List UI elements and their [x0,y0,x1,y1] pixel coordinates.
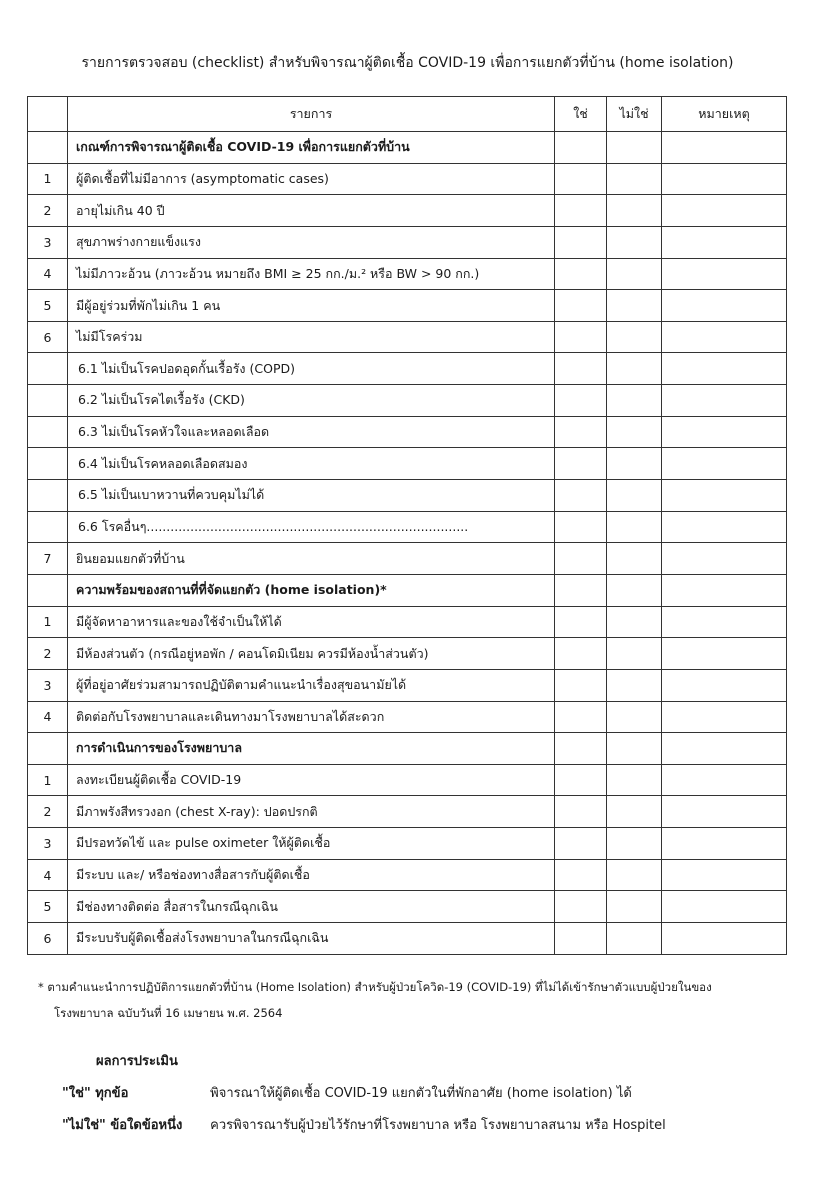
result-row-no [62,1114,666,1135]
check-no-cell[interactable] [607,891,662,923]
row-number: 2 [28,195,68,227]
note-cell [662,163,787,195]
row-item-text: 6.3 ไม่เป็นโรคหัวใจและหลอดเลือด [68,416,555,448]
note-cell [662,511,787,543]
result-text: พิจารณาให้ผู้ติดเชื้อ COVID-19 แยกตัวในที่พักอาศัย (home isolation) ได้ [210,1086,632,1101]
row-number [28,132,68,164]
row-item-text: 6.4 ไม่เป็นโรคหลอดเลือดสมอง [68,448,555,480]
results-title: ผลการประเมิน [96,1054,178,1069]
row-number: 1 [28,163,68,195]
row-item-text: มีภาพรังสีทรวงอก (chest X-ray): ปอดปรกติ [68,796,555,828]
header-item: รายการ [68,97,555,132]
check-no-cell[interactable] [607,701,662,733]
note-cell [662,448,787,480]
check-no-cell[interactable] [607,638,662,670]
table-row [28,638,787,670]
note-cell [662,226,787,258]
header-no: ไม่ใช่ [607,97,662,132]
note-cell [662,859,787,891]
row-item-text: 6.2 ไม่เป็นโรคไตเรื้อรัง (CKD) [68,385,555,417]
check-yes-cell[interactable] [555,163,607,195]
table-header-row [28,97,787,132]
result-label: "ใช่" ทุกข้อ [62,1086,129,1101]
check-no-cell[interactable] [607,764,662,796]
table-section-row [28,132,787,164]
check-no-cell[interactable] [607,796,662,828]
row-item-text: 6.1 ไม่เป็นโรคปอดอุดกั้นเรื้อรัง (COPD) [68,353,555,385]
document-title: รายการตรวจสอบ (checklist) สำหรับพิจารณาผู้ติดเชื้อ COVID-19 เพื่อการแยกตัวที่บ้าน (home isolation) [81,55,734,71]
table-row [28,669,787,701]
row-number: 6 [28,923,68,955]
table-row [28,511,787,543]
row-item-text: มีระบบรับผู้ติดเชื้อส่งโรงพยาบาลในกรณีฉุกเฉิน [68,923,555,955]
check-no-cell[interactable] [607,480,662,512]
row-item-text: ผู้ติดเชื้อที่ไม่มีอาการ (asymptomatic cases) [68,163,555,195]
table-row [28,891,787,923]
check-no-cell[interactable] [607,923,662,955]
check-no-cell[interactable] [607,669,662,701]
note-cell [662,701,787,733]
check-no-cell[interactable] [607,226,662,258]
footnote [38,974,798,1026]
check-yes-cell[interactable] [555,923,607,955]
note-cell [662,796,787,828]
row-number [28,511,68,543]
checklist-table [27,96,787,955]
result-text: ควรพิจารณารับผู้ป่วยไว้รักษาที่โรงพยาบาล หรือ โรงพยาบาลสนาม หรือ Hospitel [210,1118,666,1133]
row-item-text: ไม่มีภาวะอ้วน (ภาวะอ้วน หมายถึง BMI ≥ 25 กก./ม.² หรือ BW > 90 กก.) [68,258,555,290]
check-no-cell[interactable] [607,606,662,638]
row-item-text: เกณฑ์การพิจารณาผู้ติดเชื้อ COVID-19 เพื่อการแยกตัวที่บ้าน [68,132,555,164]
check-no-cell[interactable] [607,163,662,195]
table-row [28,163,787,195]
note-cell [662,606,787,638]
note-cell [662,638,787,670]
row-number: 1 [28,606,68,638]
note-cell [662,543,787,575]
check-no-cell[interactable] [607,385,662,417]
check-yes-cell[interactable] [555,480,607,512]
result-label: "ไม่ใช่" ข้อใดข้อหนึ่ง [62,1118,183,1133]
row-number: 4 [28,859,68,891]
row-item-text: อายุไม่เกิน 40 ปี [68,195,555,227]
check-no-cell[interactable] [607,543,662,575]
note-cell [662,764,787,796]
check-yes-cell[interactable] [555,226,607,258]
table-row [28,764,787,796]
row-number [28,353,68,385]
table-row [28,480,787,512]
check-yes-cell[interactable] [555,290,607,322]
header-note: หมายเหตุ [662,97,787,132]
footnote-line-2: โรงพยาบาล ฉบับวันที่ 16 เมษายน พ.ศ. 2564 [54,1006,283,1020]
table-row [28,258,787,290]
check-no-cell[interactable] [607,416,662,448]
check-yes-cell[interactable] [555,701,607,733]
note-cell [662,574,787,606]
row-item-text: ลงทะเบียนผู้ติดเชื้อ COVID-19 [68,764,555,796]
row-item-text: มีผู้อยู่ร่วมที่พักไม่เกิน 1 คน [68,290,555,322]
note-cell [662,132,787,164]
check-yes-cell[interactable] [555,258,607,290]
note-cell [662,290,787,322]
header-num [28,97,68,132]
note-cell [662,480,787,512]
check-yes-cell[interactable] [555,543,607,575]
check-no-cell[interactable] [607,733,662,765]
check-yes-cell[interactable] [555,195,607,227]
row-number: 3 [28,226,68,258]
row-item-text: ไม่มีโรคร่วม [68,321,555,353]
note-cell [662,258,787,290]
row-number: 2 [28,796,68,828]
check-no-cell[interactable] [607,828,662,860]
table-row [28,416,787,448]
check-yes-cell[interactable] [555,511,607,543]
check-no-cell[interactable] [607,511,662,543]
note-cell [662,195,787,227]
check-no-cell[interactable] [607,574,662,606]
row-number: 6 [28,321,68,353]
row-number: 7 [28,543,68,575]
note-cell [662,669,787,701]
check-yes-cell[interactable] [555,574,607,606]
note-cell [662,416,787,448]
note-cell [662,733,787,765]
check-yes-cell[interactable] [555,132,607,164]
table-row [28,321,787,353]
row-number [28,416,68,448]
row-number: 3 [28,669,68,701]
row-number: 1 [28,764,68,796]
check-yes-cell[interactable] [555,669,607,701]
check-yes-cell[interactable] [555,638,607,670]
table-row [28,859,787,891]
note-cell [662,923,787,955]
row-number [28,733,68,765]
check-yes-cell[interactable] [555,448,607,480]
check-yes-cell[interactable] [555,416,607,448]
check-yes-cell[interactable] [555,733,607,765]
row-number [28,448,68,480]
table-row [28,290,787,322]
note-cell [662,828,787,860]
table-row [28,226,787,258]
result-row-yes [62,1082,632,1103]
check-no-cell[interactable] [607,321,662,353]
check-no-cell[interactable] [607,258,662,290]
row-number [28,385,68,417]
note-cell [662,321,787,353]
check-yes-cell[interactable] [555,385,607,417]
header-yes: ใช่ [555,97,607,132]
check-yes-cell[interactable] [555,891,607,923]
row-item-text: มีช่องทางติดต่อ สื่อสารในกรณีฉุกเฉิน [68,891,555,923]
row-number: 3 [28,828,68,860]
table-row [28,543,787,575]
row-item-text: ผู้ที่อยู่อาศัยร่วมสามารถปฏิบัติตามคำแนะนำเรื่องสุขอนามัยได้ [68,669,555,701]
footnote-line-1: * ตามคำแนะนำการปฏิบัติการแยกตัวที่บ้าน (Home Isolation) สำหรับผู้ป่วยโควิด-19 (COVID-19) ที่ไม่ได้เข้ารักษาตัวแบบผู้ป่วยในของ [38,980,712,994]
check-no-cell[interactable] [607,859,662,891]
check-yes-cell[interactable] [555,764,607,796]
table-row [28,606,787,638]
check-no-cell[interactable] [607,290,662,322]
table-row [28,195,787,227]
row-item-text: สุขภาพร่างกายแข็งแรง [68,226,555,258]
table-section-row [28,574,787,606]
row-number: 4 [28,701,68,733]
row-number: 5 [28,891,68,923]
table-section-row [28,733,787,765]
row-item-text: ติดต่อกับโรงพยาบาลและเดินทางมาโรงพยาบาลได้สะดวก [68,701,555,733]
note-cell [662,353,787,385]
check-yes-cell[interactable] [555,859,607,891]
row-item-text: มีห้องส่วนตัว (กรณีอยู่หอพัก / คอนโดมิเนียม ควรมีห้องน้ำส่วนตัว) [68,638,555,670]
row-number [28,574,68,606]
check-no-cell[interactable] [607,132,662,164]
note-cell [662,891,787,923]
table-row [28,353,787,385]
check-no-cell[interactable] [607,195,662,227]
row-number [28,480,68,512]
table-row [28,923,787,955]
row-item-text: 6.5 ไม่เป็นเบาหวานที่ควบคุมไม่ได้ [68,480,555,512]
check-yes-cell[interactable] [555,796,607,828]
check-yes-cell[interactable] [555,828,607,860]
check-no-cell[interactable] [607,448,662,480]
row-item-text: 6.6 โรคอื่นๆ................................................................................. [68,511,555,543]
note-cell [662,385,787,417]
table-row [28,796,787,828]
table-row [28,701,787,733]
row-item-text: มีระบบ และ/ หรือช่องทางสื่อสารกับผู้ติดเชื้อ [68,859,555,891]
row-item-text: ความพร้อมของสถานที่ที่จัดแยกตัว (home isolation)* [68,574,555,606]
row-number: 4 [28,258,68,290]
check-yes-cell[interactable] [555,606,607,638]
table-row [28,385,787,417]
row-number: 5 [28,290,68,322]
check-yes-cell[interactable] [555,353,607,385]
row-item-text: ยินยอมแยกตัวที่บ้าน [68,543,555,575]
check-no-cell[interactable] [607,353,662,385]
table-row [28,448,787,480]
row-number: 2 [28,638,68,670]
row-item-text: มีผู้จัดหาอาหารและของใช้จำเป็นให้ได้ [68,606,555,638]
table-row [28,828,787,860]
check-yes-cell[interactable] [555,321,607,353]
row-item-text: มีปรอทวัดไข้ และ pulse oximeter ให้ผู้ติดเชื้อ [68,828,555,860]
row-item-text: การดำเนินการของโรงพยาบาล [68,733,555,765]
